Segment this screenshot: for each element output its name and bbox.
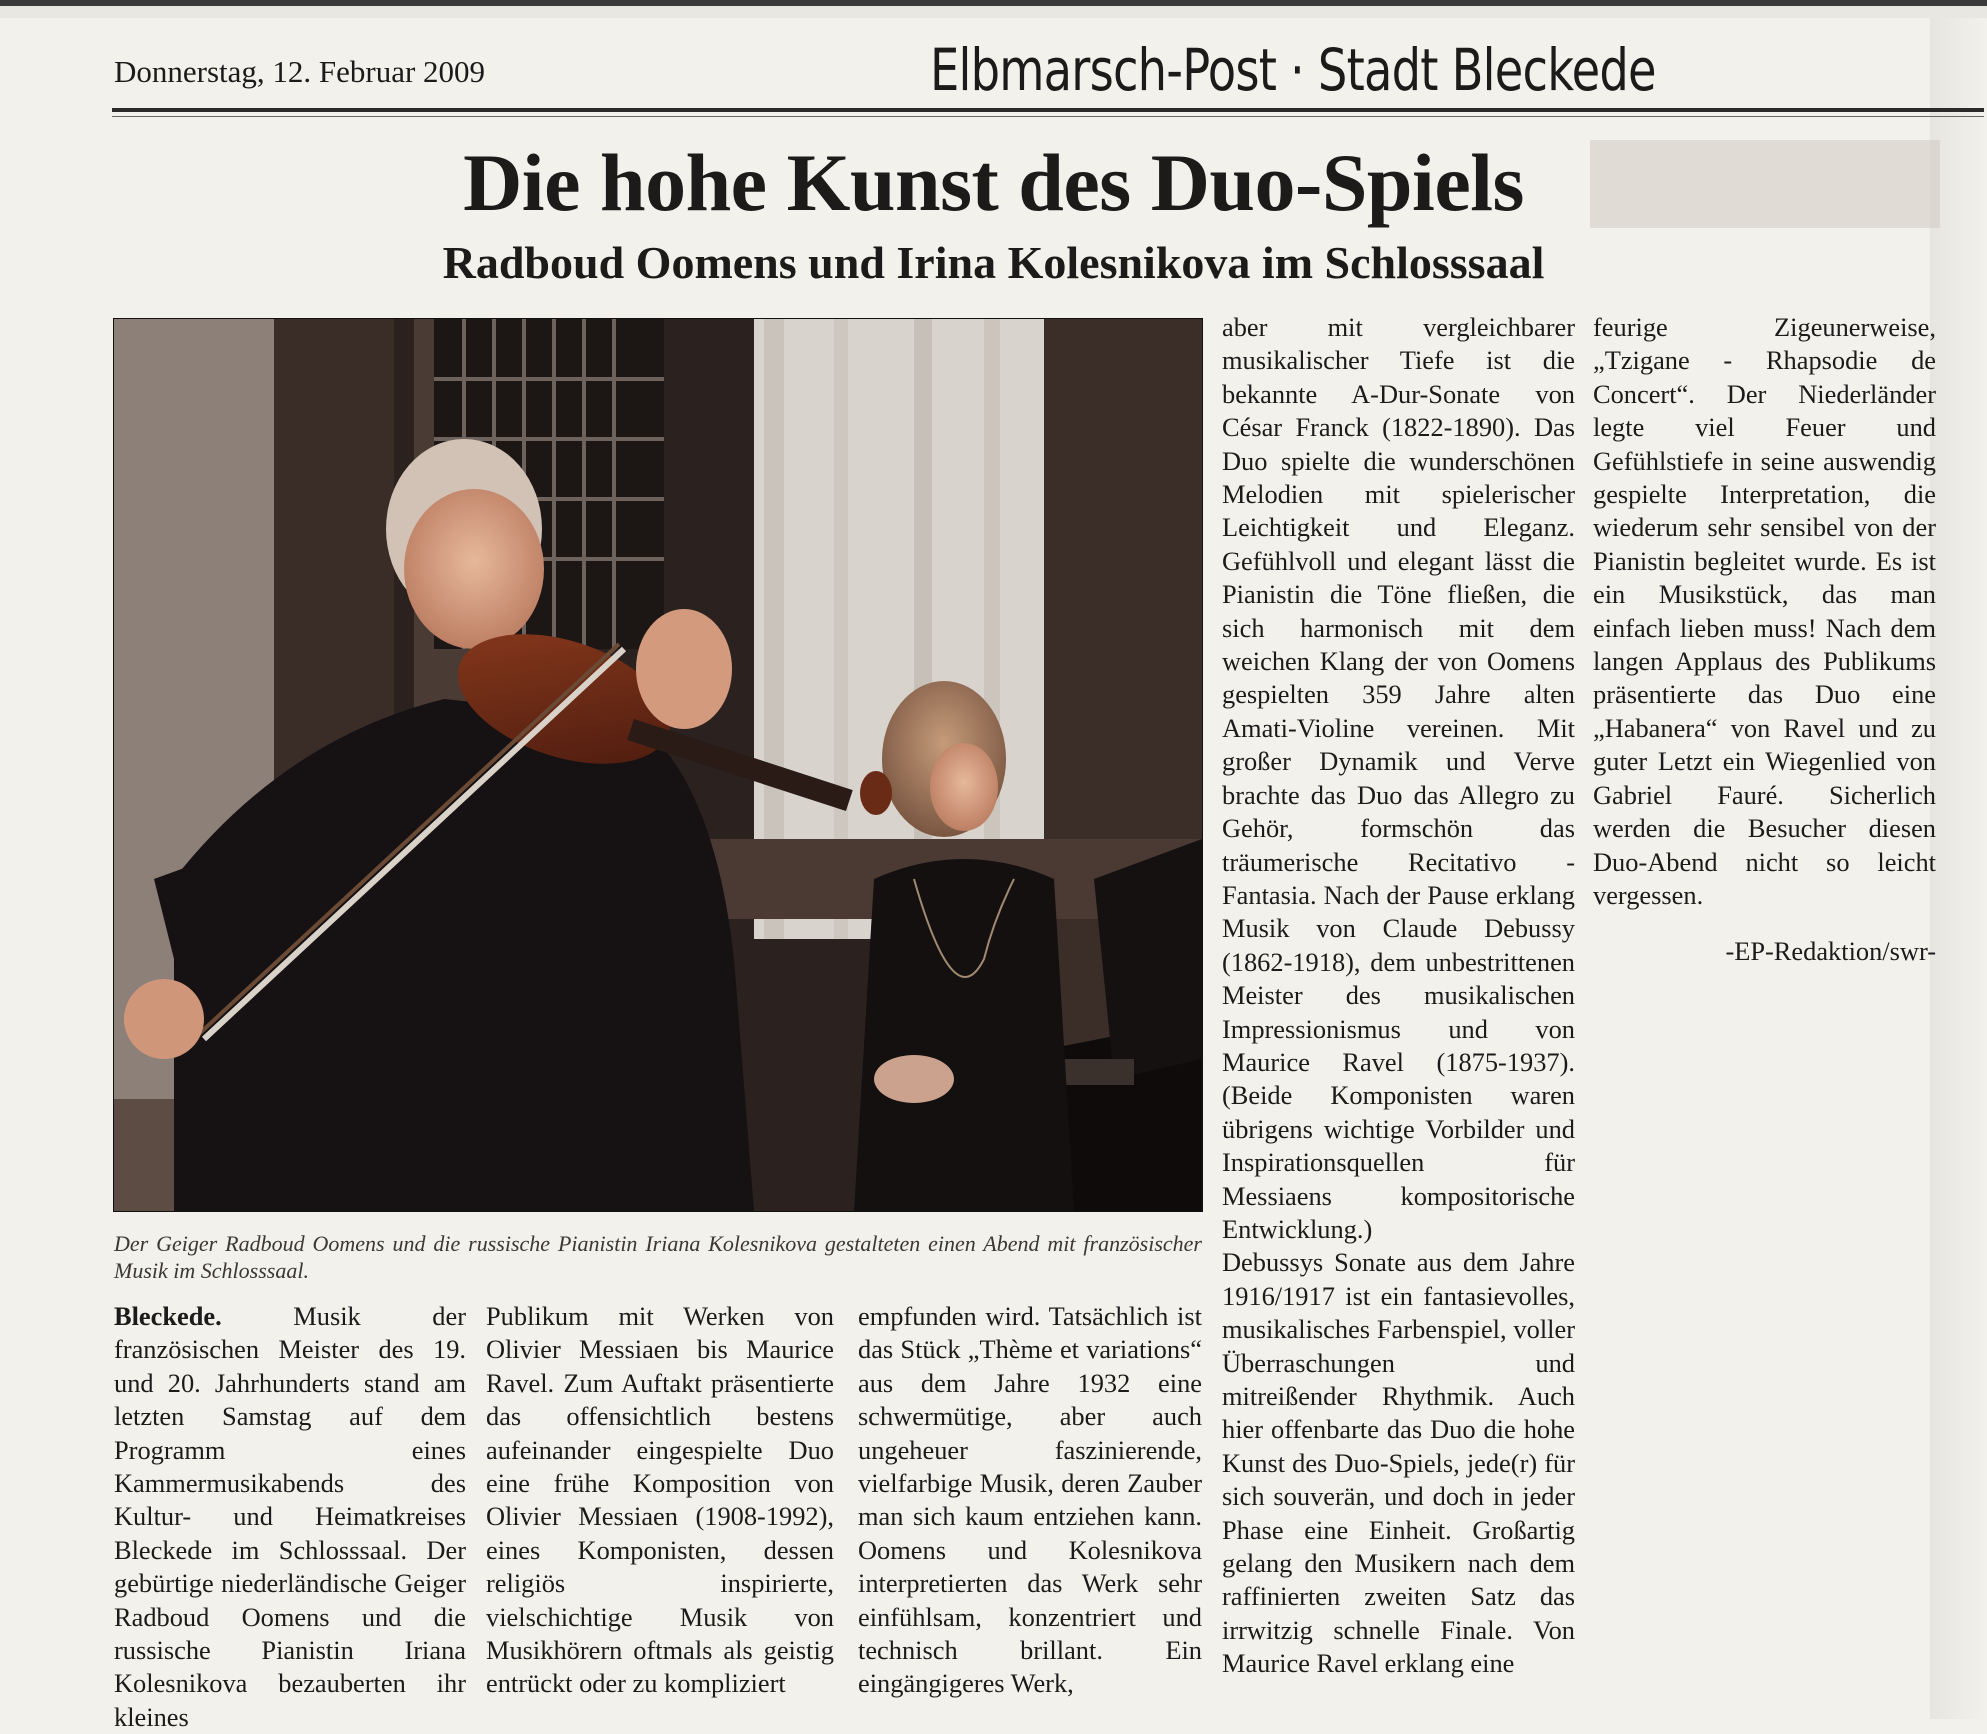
author-signature: -EP-Redaktion/swr- (1725, 936, 1936, 966)
article-column-3 (858, 1300, 1202, 1701)
article-text-col3: empfunden wird. Tatsächlich ist das Stück „Thème et variations“ aus dem Jahre 1932 eine schwermütige, aber auch ungeheuer faszinierende, vielfarbige Musik, deren Zauber man sich kaum entziehen kann. Oomens und Kolesnikova interpretierten das Werk sehr einfühlsam, konzentriert und technisch brillant. Ein eingängigeres Werk, (858, 1301, 1202, 1699)
newspaper-masthead: Elbmarsch-Post · Stadt Bleckede (930, 36, 1656, 104)
article-text-col4: aber mit vergleichbarer musikalischer Tiefe ist die bekannte A-Dur-Sonate von César Franck (1822-1890). Das Duo spielte die wunderschönen Melodien mit spielerischer Leichtigkeit und Eleganz. Gefühlvoll und elegant lässt die Pianistin die Töne fließen, die sich harmonisch mit dem weichen Klang der von Oomens gespielten 359 Jahre alten Amati-Violine vereinen. Mit großer Dynamik und Verve brachte das Duo das Allegro zu Gehör, formschön das träumerische Recitativo - Fantasia. Nach der Pause erklang Musik von Claude Debussy (1862-1918), dem unbestrittenen Meister des musikalischen Impressionismus und von Maurice Ravel (1875-1937). (Beide Komponisten waren übrigens wichtige Vorbilder und Inspirationsquellen für Messiaens kompositorische Entwicklung.) (1222, 312, 1575, 1244)
article-text-col5: feurige Zigeunerweise, „Tzigane - Rhapsodie de Concert“. Der Niederländer legte viel Feuer und Gefühlstiefe in seine auswendig gespielte Interpretation, die wiederum sehr sensibel von der Pianistin begleitet wurde. Es ist ein Musikstück, das man einfach lieben muss! Nach dem langen Applaus des Publikums präsentierte das Duo eine „Habanera“ von Ravel und zu guter Letzt ein Wiegenlied von Gabriel Fauré. Sicherlich werden die Besucher diesen Duo-Abend nicht so leicht vergessen. (1593, 312, 1936, 910)
article-subheadline: Radboud Oomens und Irina Kolesnikova im Schlosssaal (442, 237, 1545, 288)
dateline-place: Bleckede. (114, 1301, 222, 1331)
article-text-col4b: Debussys Sonate aus dem Jahre 1916/1917 ist ein fantasievolles, musikalisches Farbenspiel, voller Überraschungen und mitreißender Rhythmik. Auch hier offenbarte das Duo die hohe Kunst des Duo-Spiels, jede(r) für sich souverän, und doch in jeder Phase eine Einheit. Großartig gelang den Musikern nach dem raffinierten zweiten Satz das irrwitzig schnelle Finale. Von Maurice Ravel erklang eine (1222, 1247, 1575, 1679)
issue-date: Donnerstag, 12. Februar 2009 (114, 54, 486, 89)
article-column-1 (114, 1300, 466, 1734)
header-rule (112, 108, 1984, 112)
article-column-5 (1593, 311, 1936, 912)
article-text-col1: Musik der französischen Meister des 19. und 20. Jahrhunderts stand am letzten Samstag auf dem Programm eines Kammermusikabends des Kultur- und Heimatkreises Bleckede im Schlosssaal. Der gebürtige niederländische Geiger Radboud Oomens und die russische Pianistin Iriana Kolesnikova bezauberten ihr kleines (114, 1301, 466, 1732)
header-rule-thin (112, 116, 1984, 117)
concert-photo (113, 318, 1203, 1212)
article-column-2 (486, 1300, 834, 1701)
article-column-4 (1222, 311, 1575, 1681)
article-text-col2: Publikum mit Werken von Olivier Messiaen bis Maurice Ravel. Zum Auftakt präsentierte das offensichtlich bestens aufeinander eingespielte Duo eine frühe Komposition von Olivier Messiaen (1908-1992), eines Komponisten, dessen religiös inspirierte, vielschichtige Musik von Musikhörern oftmals als geistig entrückt oder zu kompliziert (486, 1301, 834, 1699)
scan-top-edge (0, 0, 1987, 18)
article-headline: Die hohe Kunst des Duo-Spiels (463, 137, 1524, 228)
photo-caption: Der Geiger Radboud Oomens und die russische Pianistin Iriana Kolesnikova gestalteten einen Abend mit französischer Musik im Schlosssaal. (114, 1231, 1202, 1283)
concert-photo-illustration (114, 319, 1202, 1211)
